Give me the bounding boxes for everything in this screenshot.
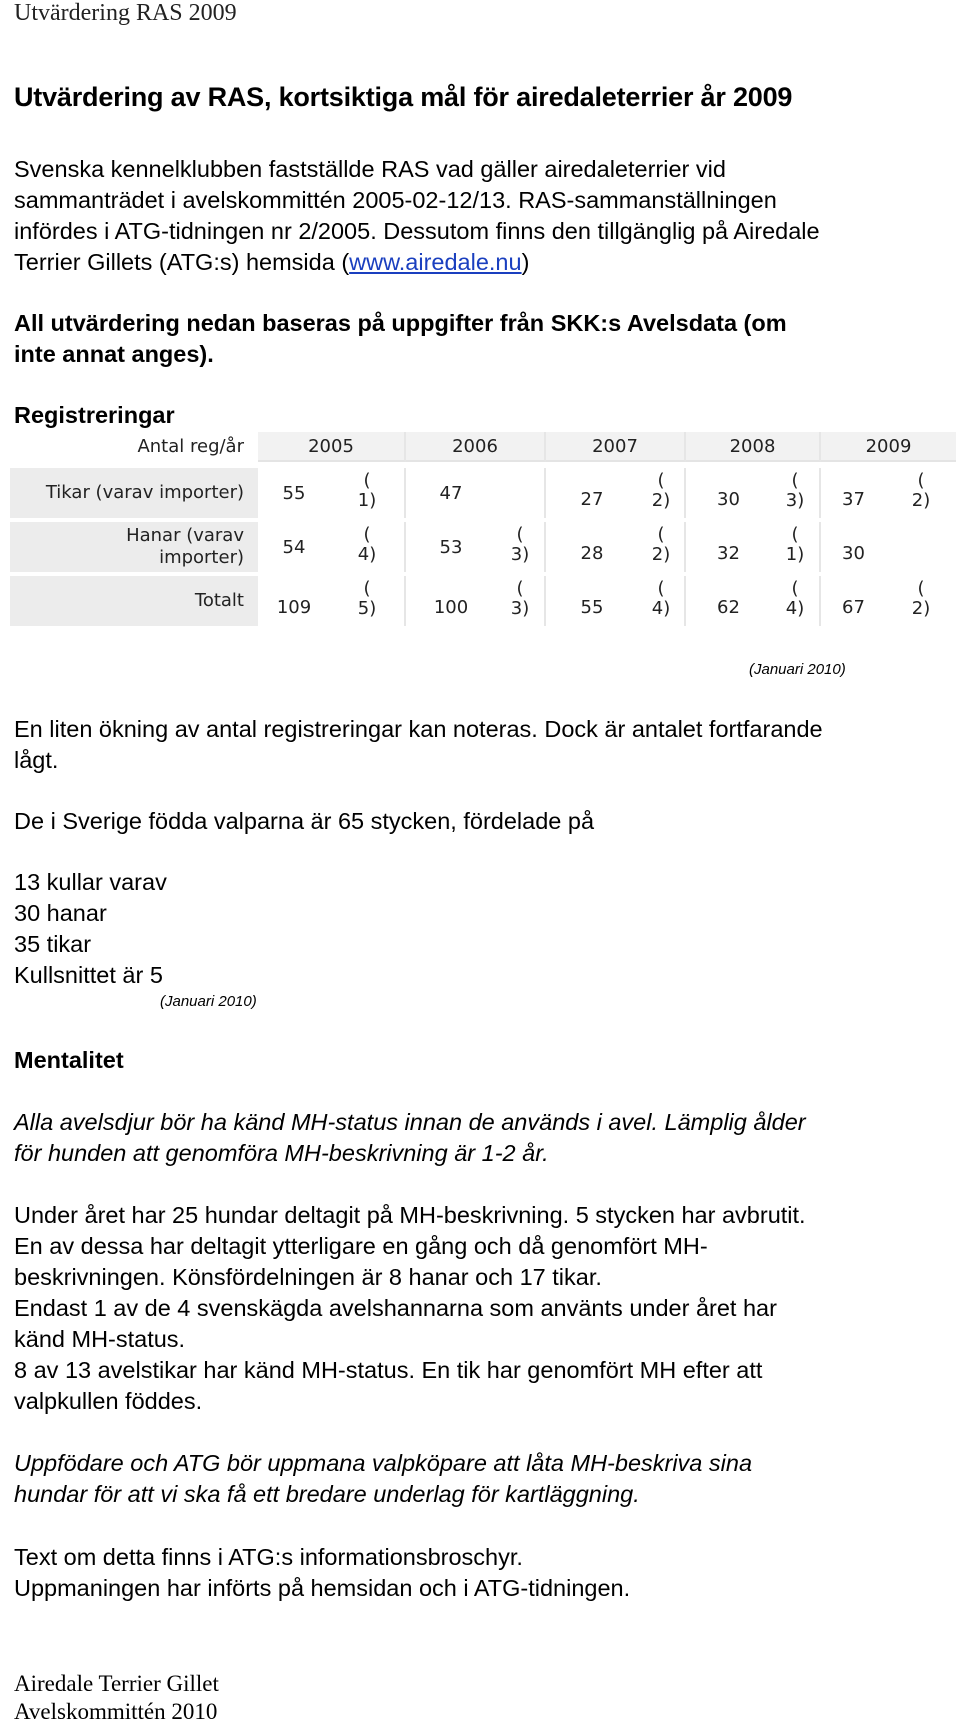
imports-open: ( <box>516 524 524 545</box>
website-link[interactable]: www.airedale.nu <box>349 249 522 275</box>
imports-open: ( <box>657 470 665 491</box>
row-label <box>10 522 258 572</box>
footer <box>14 1670 219 1726</box>
row-label-line: Totalt <box>194 590 244 611</box>
imports-value: 2) <box>651 490 671 511</box>
cell-count: 100 <box>433 597 469 618</box>
imports-open: ( <box>657 524 665 545</box>
row-label-line: Tikar (varav importer) <box>45 482 244 503</box>
imports-open: ( <box>363 524 371 545</box>
imports-value: 4) <box>785 598 805 619</box>
cell-count: 30 <box>842 543 865 564</box>
cell-count: 67 <box>842 597 865 618</box>
cell-imports <box>771 468 821 518</box>
imports-value: 4) <box>651 598 671 619</box>
cell-count: 32 <box>717 543 740 564</box>
row-label <box>10 576 258 626</box>
year-header: 2009 <box>821 432 956 462</box>
cell-imports <box>496 522 546 572</box>
intro-line: Terrier Gillets (ATG:s) hemsida (www.airedale.nu) <box>14 249 530 275</box>
cell-count: 27 <box>580 489 604 510</box>
footer-line: Avelskommittén 2010 <box>14 1699 218 1724</box>
litter-stats <box>14 867 167 991</box>
imports-open: ( <box>363 578 371 599</box>
imports-value: 5) <box>357 598 377 619</box>
imports-value: 3) <box>510 544 530 565</box>
cell-imports <box>886 522 956 572</box>
mh-goal-2: Uppfödare och ATG bör uppmana valpköpare att låta MH-beskriva sina hundar för att vi ska få ett bredare underlag för kartläggning. <box>14 1450 753 1507</box>
imports-open: ( <box>917 578 925 599</box>
intro-line: infördes i ATG-tidningen nr 2/2005. Dessutom finns den tillgänglig på Airedale <box>14 218 820 244</box>
mh-outcome: Under året har 25 hundar deltagit på MH-beskrivning. 5 stycken har avbrutit. En av dessa har deltagit ytterligare en gång och då genomfört MH- beskrivningen. Könsfördelningen är 8 hanar och 17 tikar. Endast 1 av de 4 svenskägda avelshannarna som använts under året har känd MH-status. 8 av 13 avelstikar har känd MH-status. En tik har genomfört MH efter att valpkullen föddes. <box>14 1202 806 1414</box>
footer-line: Airedale Terrier Gillet <box>14 1671 219 1696</box>
cell-imports <box>496 576 546 626</box>
section-heading-mentalitet: Mentalitet <box>14 1047 124 1073</box>
table-row <box>0 468 960 518</box>
imports-value: 2) <box>911 490 931 511</box>
table-row <box>0 522 960 572</box>
imports-open: ( <box>791 470 799 491</box>
imports-value: 4) <box>357 544 377 565</box>
cell-imports <box>638 468 686 518</box>
imports-value: 3) <box>785 490 805 511</box>
cell-imports <box>330 522 406 572</box>
born-puppies-line: De i Sverige födda valparna är 65 stycken, fördelade på <box>14 808 595 834</box>
row-label-line: importer) <box>159 547 244 568</box>
header-label: Antal reg/år <box>110 432 258 462</box>
cell-count: 109 <box>276 597 312 618</box>
imports-value: 1) <box>357 490 377 511</box>
cell-imports <box>330 468 406 518</box>
cell-imports <box>330 576 406 626</box>
year-header: 2005 <box>258 432 406 462</box>
imports-open: ( <box>657 578 665 599</box>
cell-count: 55 <box>580 597 604 618</box>
imports-open: ( <box>363 470 371 491</box>
cell-imports <box>638 576 686 626</box>
cell-count: 53 <box>439 536 463 558</box>
cell-imports <box>886 576 956 626</box>
stat-line: 30 hanar <box>14 900 107 926</box>
basis-note: All utvärdering nedan baseras på uppgifter från SKK:s Avelsdata (om inte annat anges). <box>14 310 787 367</box>
date-note: (Januari 2010) <box>160 993 257 1010</box>
year-header: 2008 <box>686 432 821 462</box>
stat-line: 13 kullar varav <box>14 869 167 895</box>
cell-imports <box>771 576 821 626</box>
date-note: (Januari 2010) <box>749 661 846 678</box>
imports-open: ( <box>917 470 925 491</box>
cell-count: 62 <box>717 597 740 618</box>
stat-line: 35 tikar <box>14 931 92 957</box>
cell-count: 37 <box>842 489 865 510</box>
year-header: 2006 <box>406 432 546 462</box>
cell-imports <box>886 468 956 518</box>
mh-goal: Alla avelsdjur bör ha känd MH-status innan de används i avel. Lämplig ålder för hunden att genomföra MH-beskrivning är 1-2 år. <box>14 1109 806 1166</box>
cell-count: 55 <box>282 482 306 504</box>
cell-count: 28 <box>580 543 604 564</box>
intro-paragraph <box>14 154 820 278</box>
cell-imports <box>496 468 546 518</box>
page-title: Utvärdering av RAS, kortsiktiga mål för airedaleterrier år 2009 <box>14 82 793 112</box>
imports-value: 1) <box>785 544 805 565</box>
cell-count: 30 <box>717 489 740 510</box>
cell-count: 47 <box>439 482 463 504</box>
cell-count: 54 <box>282 536 306 558</box>
cell-imports <box>638 522 686 572</box>
registration-comment: En liten ökning av antal registreringar kan noteras. Dock är antalet fortfarande lågt. <box>14 716 823 773</box>
imports-value: 2) <box>651 544 671 565</box>
imports-open: ( <box>516 578 524 599</box>
mh-info: Text om detta finns i ATG:s informationsbroschyr. Uppmaningen har införts på hemsidan och i ATG-tidningen. <box>14 1544 631 1601</box>
stat-line: Kullsnittet är 5 <box>14 962 163 988</box>
intro-line: Svenska kennelklubben fastställde RAS vad gäller airedaleterrier vid <box>14 156 726 182</box>
table-row <box>0 576 960 626</box>
row-label <box>10 468 258 518</box>
imports-value: 2) <box>911 598 931 619</box>
section-heading-registreringar: Registreringar <box>14 402 175 428</box>
table-header-row <box>0 432 960 462</box>
imports-value: 3) <box>510 598 530 619</box>
cell-imports <box>771 522 821 572</box>
imports-open: ( <box>791 578 799 599</box>
row-label-line: Hanar (varav <box>126 525 244 546</box>
intro-line: sammanträdet i avelskommittén 2005-02-12/13. RAS-sammanställningen <box>14 187 777 213</box>
year-header: 2007 <box>546 432 686 462</box>
imports-open: ( <box>791 524 799 545</box>
running-header: Utvärdering RAS 2009 <box>14 0 237 26</box>
